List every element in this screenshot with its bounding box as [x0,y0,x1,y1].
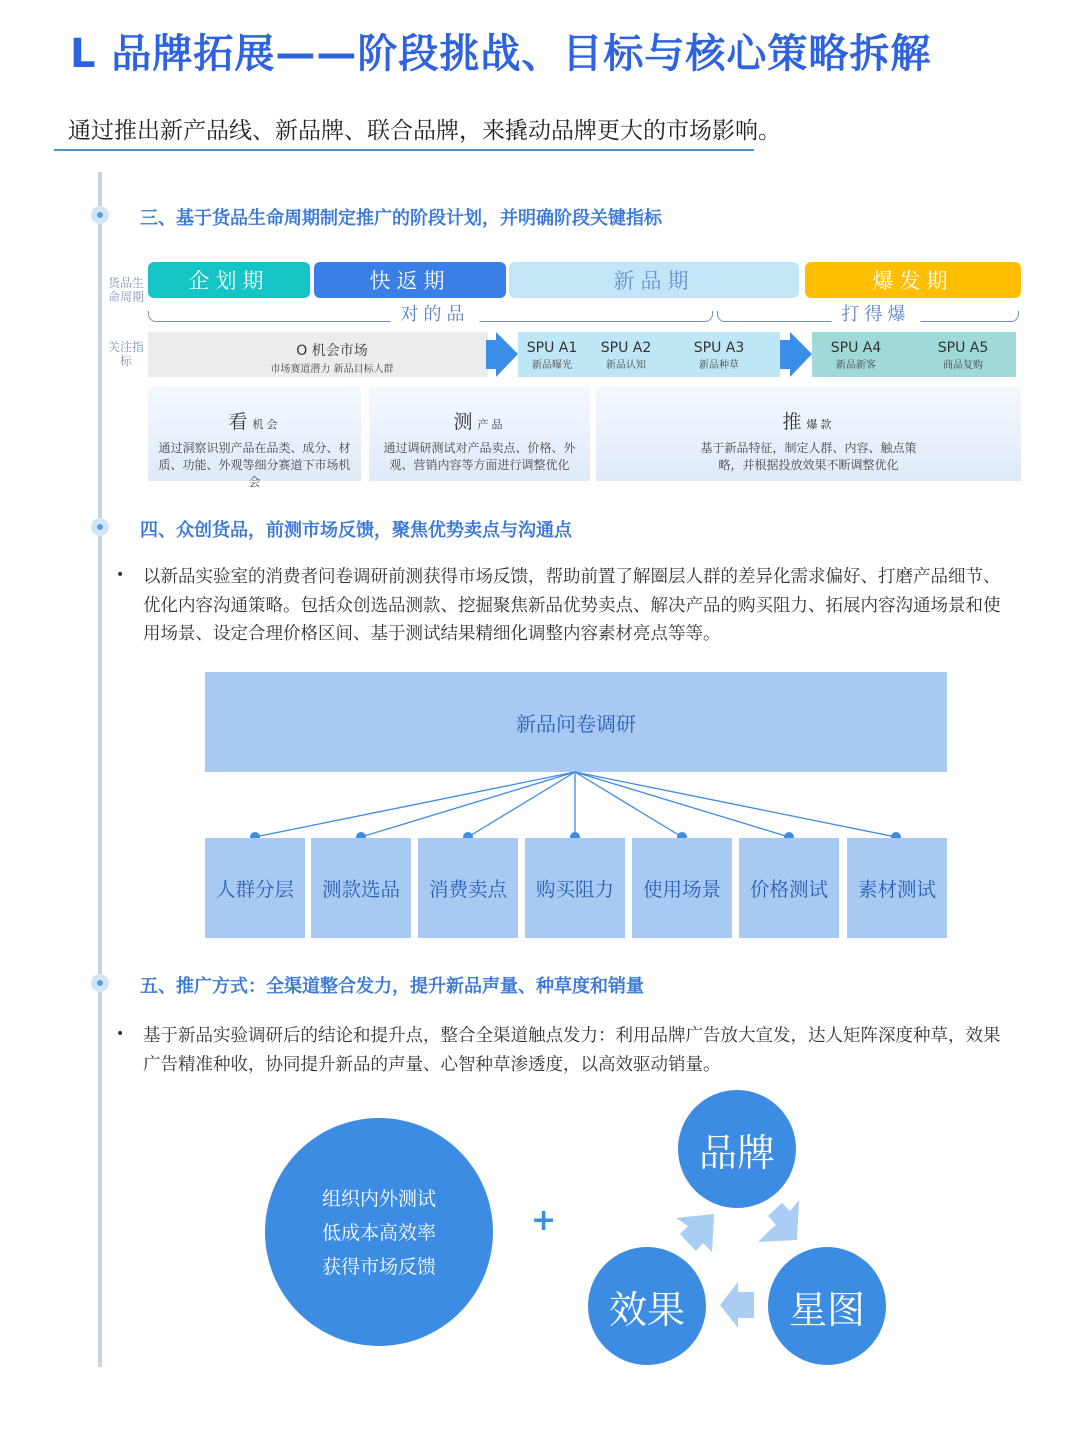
kpi-main: SPU A1 [526,340,578,356]
survey-child-box: 测款选品 [311,838,411,938]
phase-fast-return: 快返期 [314,262,506,298]
survey-child-box: 人群分层 [205,838,305,938]
page-title: L 品牌拓展——阶段挑战、目标与核心策略拆解 [70,31,932,77]
kpi-sub: 市场赛道潜力 新品目标人群 [270,364,394,375]
circle-line: 组织内外测试 [321,1188,436,1210]
timeline-line [98,172,102,1367]
arrow-xingtu-to-effect-icon [720,1282,754,1328]
survey-child-box: 使用场景 [632,838,732,938]
kpi-arrow-stem [780,340,790,369]
kpi-main: O 机会市场 [296,343,368,359]
card-desc: 通过调研测试对产品卖点、价格、外观、营销内容等方面进行调整优化 [383,441,576,472]
kpi-spu [694,340,745,371]
card-big: 推 [782,411,802,433]
arrow-effect-to-brand-icon [676,1214,714,1252]
survey-root-box: 新品问卷调研 [205,672,947,772]
survey-child-box: 消费卖点 [418,838,518,938]
kpi-spu [938,340,989,371]
lifecycle-side-label: 货品生命周期 [107,276,144,304]
timeline-dot [91,518,109,536]
tree-line [468,772,575,837]
kpi-sub: 新品新客 [835,360,876,371]
kpi-main: SPU A5 [937,340,989,356]
survey-child-box: 价格测试 [739,838,839,938]
brace-make-hit-label: 打得爆 [832,300,921,326]
arrow-brand-to-xingtu-icon [758,1200,799,1242]
tree-line [255,772,575,837]
card-desc: 通过洞察识别产品在品类、成分、材质、功能、外观等细分赛道下市场机会 [158,441,351,489]
survey-child-box: 购买阻力 [525,838,625,938]
kpi-spu [831,340,882,371]
circle-line: 低成本高效率 [321,1222,436,1244]
kpi-opportunity [270,340,393,375]
section5-paragraph: 基于新品实验调研后的结论和提升点，整合全渠道触点发力：利用品牌广告放大宣发，达人矩阵深度种草，效果广告精准种收，协同提升新品的声量、心智种草渗透度，以高效驱动销量。 [143,1026,1001,1075]
section4-heading: 四、众创货品，前测市场反馈，聚焦优势卖点与沟通点 [140,520,572,541]
brace-right-product-label: 对的品 [391,300,480,326]
testing-circle [265,1118,493,1346]
bullet: • [116,1026,125,1042]
card-see-opportunity [148,387,361,489]
card-test-product [369,387,590,481]
card-big: 测 [453,411,473,433]
phase-explosion: 爆发期 [805,262,1021,298]
card-small: 爆款 [806,418,835,431]
kpi-side-label: 关注指标 [107,340,144,368]
card-small: 机会 [252,418,281,431]
section4-paragraph: 以新品实验室的消费者问卷调研前测获得市场反馈，帮助前置了解圈层人群的差异化需求偏好、打磨产品细节、优化内容沟通策略。包括众创选品测款、挖掘聚焦新品优势卖点、解决产品的购买阻力、拓展内容沟通场景和使用场景、设定合理价格区间、基于测试结果精细化调整内容素材亮点等等。 [143,567,1001,644]
phase-planning: 企划期 [148,262,310,298]
kpi-arrow-stem [486,340,496,369]
kpi-arrow [496,332,518,377]
kpi-arrow [790,332,812,377]
tree-line [575,772,896,837]
kpi-sub: 商品复购 [942,360,983,371]
tree-line [575,772,682,837]
card-small: 产品 [477,418,506,431]
cycle-xingtu: 星图 [768,1247,886,1365]
kpi-spu [601,340,652,371]
card-desc: 基于新品特征，制定人群、内容、触点策略，并根据投放效果不断调整优化 [700,441,917,472]
timeline-dot [91,206,109,224]
bullet: • [116,567,125,583]
card-big: 看 [228,411,248,433]
survey-child-box: 素材测试 [847,838,947,938]
tree-line [361,772,575,837]
kpi-main: SPU A3 [693,340,745,356]
circle-line: 获得市场反馈 [321,1256,436,1278]
tree-line [575,772,789,837]
cycle-effect: 效果 [588,1247,706,1365]
kpi-main: SPU A2 [600,340,652,356]
plus-sign: + [531,1203,557,1238]
card-push-hit [596,387,1021,481]
section5-heading: 五、推广方式：全渠道整合发力，提升新品声量、种草度和销量 [140,976,644,997]
phase-new-product: 新品期 [509,262,799,298]
timeline-dot [91,974,109,992]
kpi-spu [527,340,578,371]
page-subtitle: 通过推出新产品线、新品牌、联合品牌，来撬动品牌更大的市场影响。 [68,118,781,144]
kpi-sub: 新品种草 [698,360,739,371]
section3-heading: 三、基于货品生命周期制定推广的阶段计划，并明确阶段关键指标 [140,208,662,229]
kpi-main: SPU A4 [830,340,882,356]
cycle-brand: 品牌 [678,1090,796,1208]
subtitle-divider [54,149,754,151]
kpi-sub: 新品认知 [605,360,646,371]
kpi-sub: 新品曝光 [531,360,572,371]
